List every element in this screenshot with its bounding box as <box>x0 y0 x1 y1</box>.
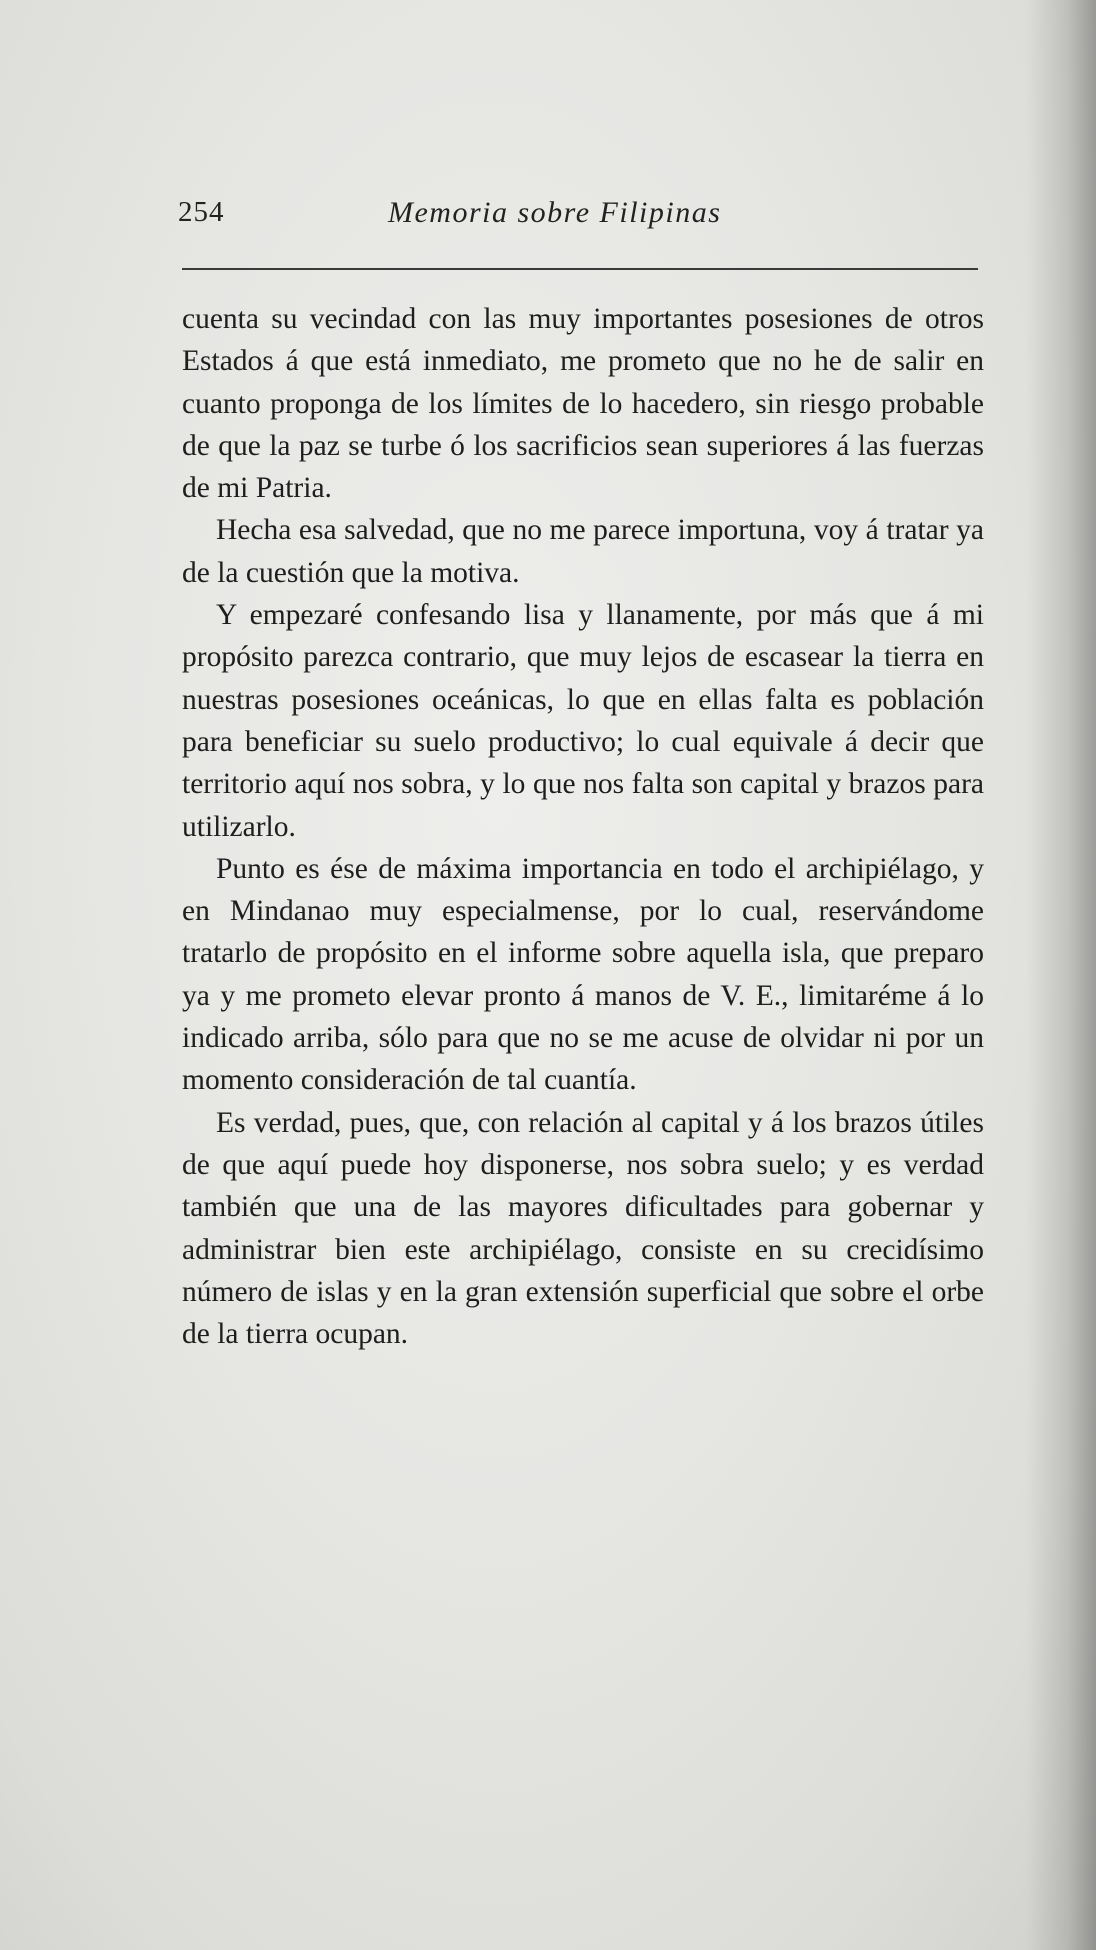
page-header <box>178 196 978 240</box>
running-title: Memoria sobre Filipinas <box>388 196 722 229</box>
header-rule <box>182 268 978 270</box>
page-edge-shadow <box>1026 0 1096 1950</box>
page-number: 254 <box>178 196 225 228</box>
paragraph: Hecha esa salvedad, que no me parece importuna, voy á tratar ya de la cuestión que la motiva. <box>182 514 984 589</box>
paragraph: Punto es ése de máxima importancia en todo el archipiélago, y en Mindanao muy especialmense, por lo cual, reservándome tratarlo de propósito en el informe sobre aquella isla, que preparo ya y me prometo elevar pronto á manos de V. E., limitaréme á lo indicado arriba, sólo para que no se me acuse de olvidar ni por un momento consideración de tal cuantía. <box>182 852 984 1097</box>
paragraph: Es verdad, pues, que, con relación al capital y á los brazos útiles de que aquí puede hoy disponerse, nos sobra suelo; y es verdad también que una de las mayores dificultades para gobernar y administrar bien este archipiélago, consiste en su crecidísimo número de islas y en la gran extensión superficial que sobre el orbe de la tierra ocupan. <box>182 1106 984 1351</box>
paragraph: Y empezaré confesando lisa y llanamente, por más que á mi propósito parezca contrario, que muy lejos de escasear la tierra en nuestras posesiones oceánicas, lo que en ellas falta es población para beneficiar su suelo productivo; lo cual equivale á decir que territorio aquí nos sobra, y lo que nos falta son capital y brazos para utilizarlo. <box>182 599 984 843</box>
paragraph: cuenta su vecindad con las muy importantes posesiones de otros Estados á que está inmediato, me prometo que no he de salir en cuanto proponga de los límites de lo hacedero, sin riesgo probable de que la paz se turbe ó los sacrificios sean superiores á las fuerzas de mi Patria. <box>182 303 984 505</box>
body-text <box>182 298 984 1355</box>
